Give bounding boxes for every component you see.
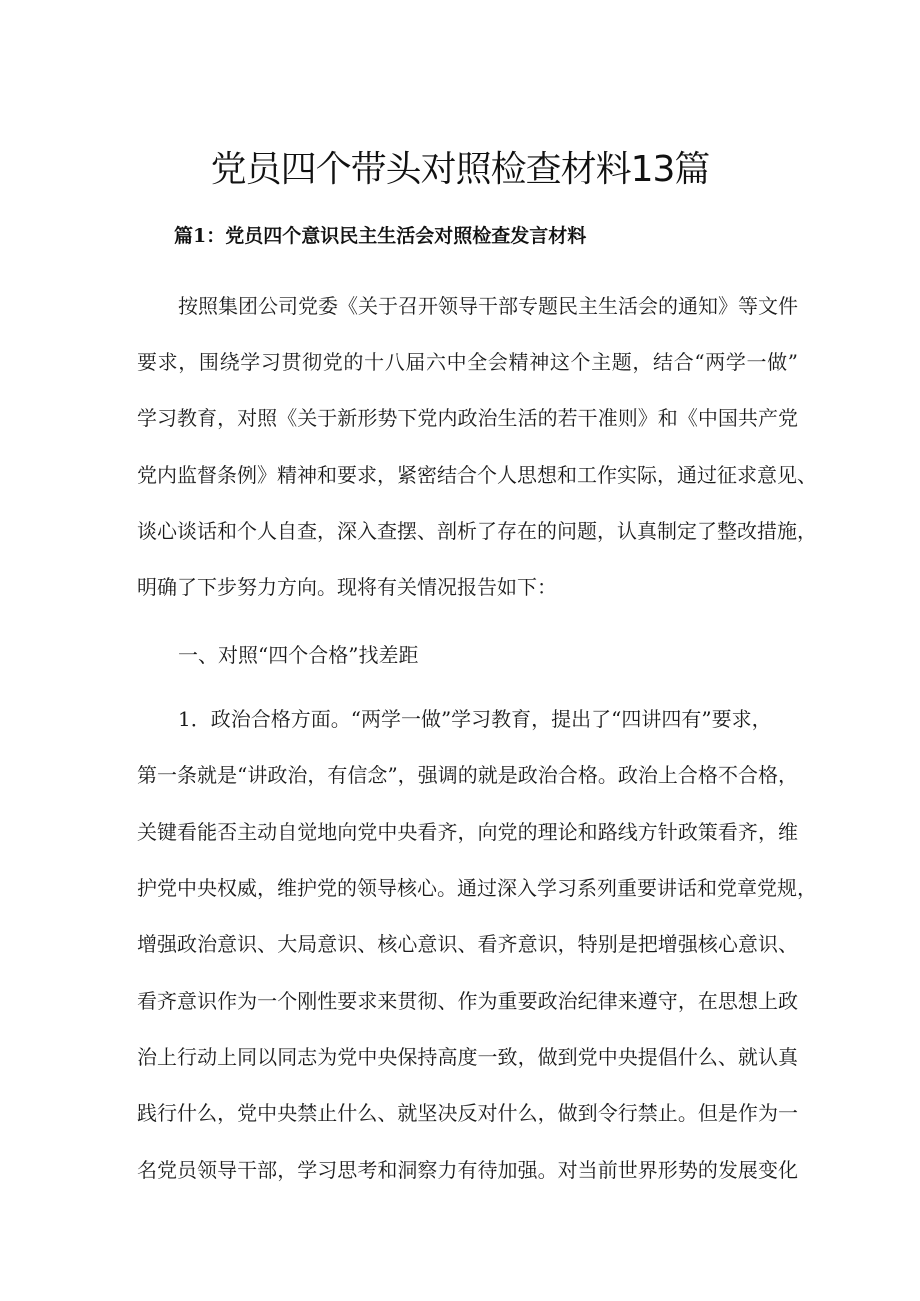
paragraph-2-line: 关键看能否主动自觉地向党中央看齐，向党的理论和路线方针政策看齐，维 (137, 820, 798, 844)
paragraph-2-line: 第一条就是“讲政治，有信念”，强调的就是政治合格。政治上合格不合格， (137, 763, 798, 787)
paragraph-1-line: 党内监督条例》精神和要求，紧密结合个人思想和工作实际，通过征求意见、 (137, 463, 817, 487)
paragraph-2-line: 践行什么，党中央禁止什么、就坚决反对什么，做到令行禁止。但是作为一 (137, 1101, 798, 1125)
paragraph-1-line: 明确了下步努力方向。现将有关情况报告如下： (137, 575, 557, 599)
paragraph-1-line: 按照集团公司党委《关于召开领导干部专题民主生活会的通知》等文件 (178, 294, 798, 318)
paragraph-1-line: 学习教育，对照《关于新形势下党内政治生活的若干准则》和《中国共产党 (137, 406, 798, 430)
paragraph-2-line: 看齐意识作为一个刚性要求来贯彻、作为重要政治纪律来遵守，在思想上政 (137, 989, 798, 1013)
paragraph-2-line: 护党中央权威，维护党的领导核心。通过深入学习系列重要讲话和党章党规， (137, 876, 817, 900)
paragraph-1-line: 谈心谈话和个人自查，深入查摆、剖析了存在的问题，认真制定了整改措施， (137, 519, 817, 543)
document-title: 党员四个带头对照检查材料13篇 (210, 149, 710, 190)
paragraph-2-line: 1．政治合格方面。“两学一做”学习教育，提出了“四讲四有”要求， (178, 707, 772, 731)
subheading: 一、对照“四个合格”找差距 (178, 643, 419, 667)
paragraph-1-line: 要求，围绕学习贯彻党的十八届六中全会精神这个主题，结合“两学一做” (137, 350, 798, 374)
paragraph-2-line: 名党员领导干部，学习思考和洞察力有待加强。对当前世界形势的发展变化 (137, 1158, 798, 1182)
paragraph-2-line: 治上行动上同以同志为党中央保持高度一致，做到党中央提倡什么、就认真 (137, 1045, 798, 1069)
section-heading: 篇1：党员四个意识民主生活会对照检查发言材料 (174, 225, 587, 247)
paragraph-2-line: 增强政治意识、大局意识、核心意识、看齐意识，特别是把增强核心意识、 (137, 932, 798, 956)
